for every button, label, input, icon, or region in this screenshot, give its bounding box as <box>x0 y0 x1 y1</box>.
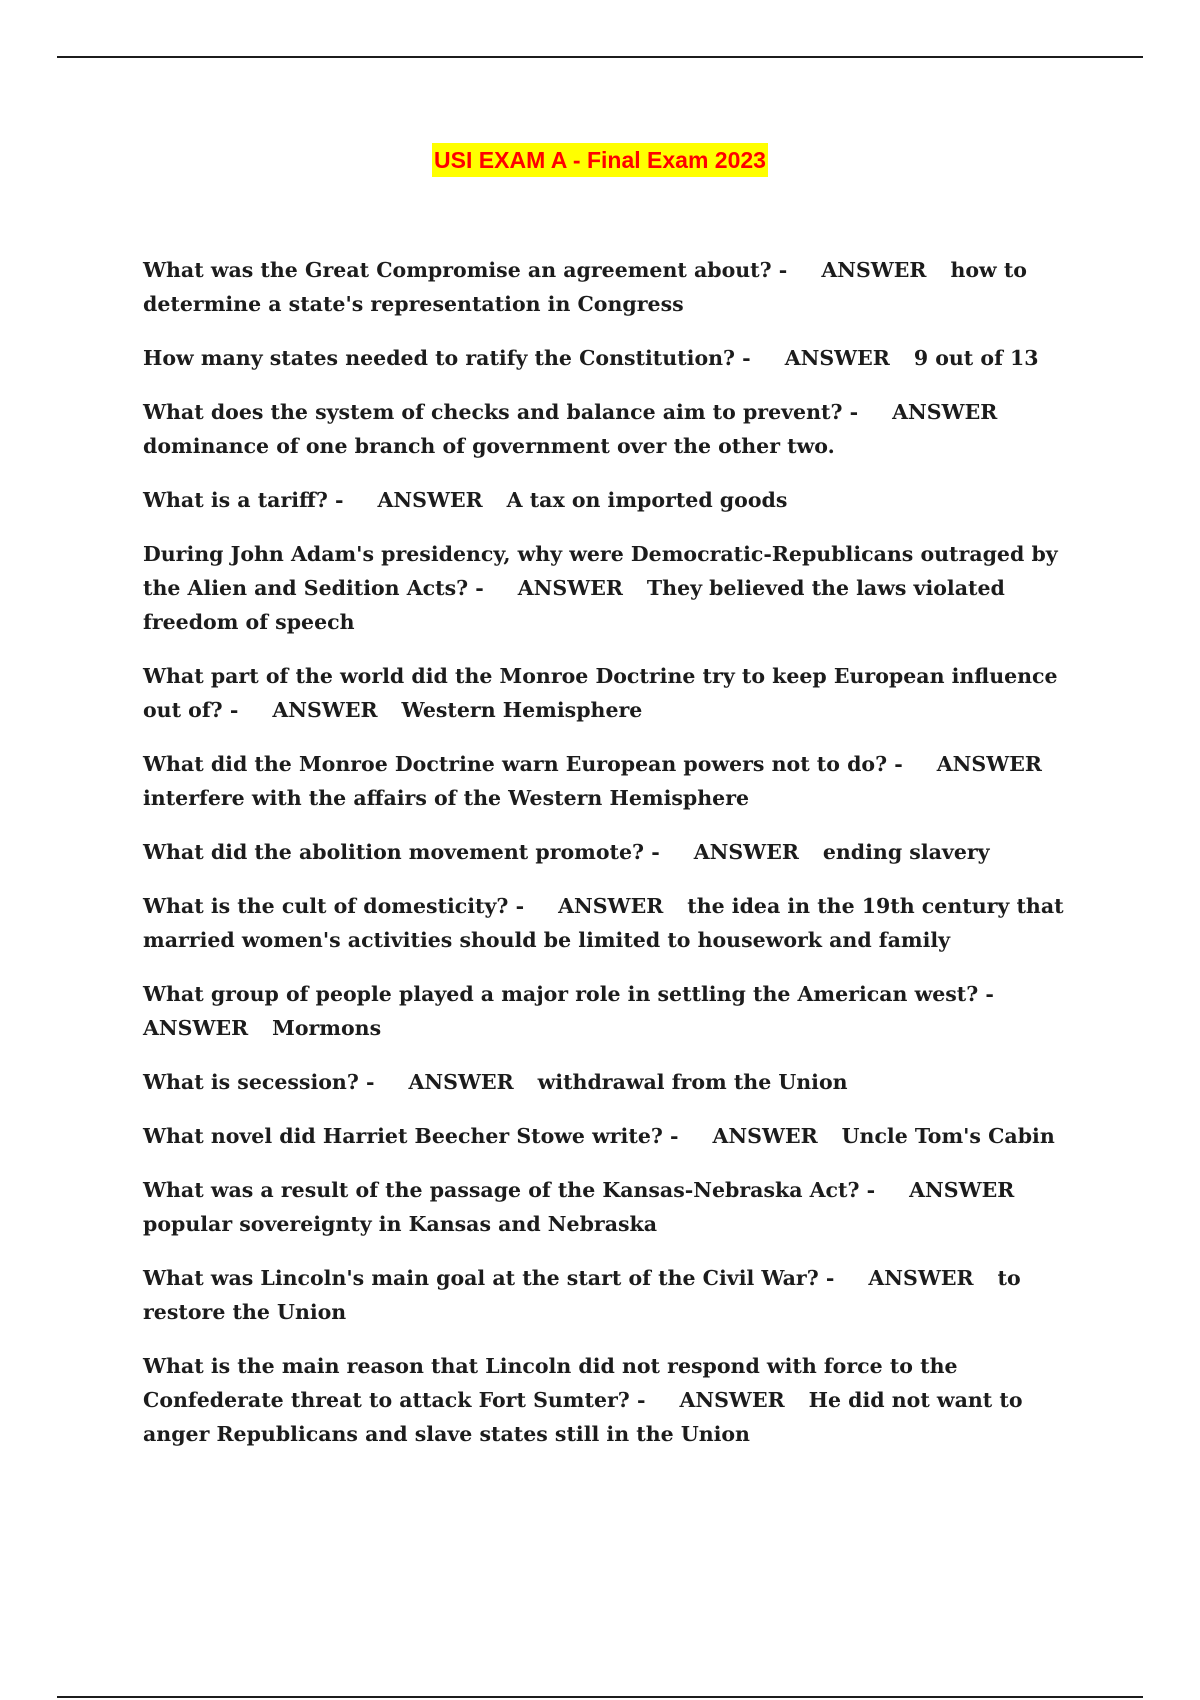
answer-label: ANSWER <box>868 1266 974 1290</box>
qa-item <box>143 977 1083 1045</box>
answer-label: ANSWER <box>558 894 664 918</box>
answer-label: ANSWER <box>693 840 799 864</box>
answer-label: ANSWER <box>784 346 890 370</box>
question-text: What is a tariff? - <box>143 488 344 512</box>
qa-item <box>143 253 1083 321</box>
question-text: What did the abolition movement promote? - <box>143 840 660 864</box>
answer-text: Mormons <box>272 1016 382 1040</box>
answer-text: popular sovereignty in Kansas and Nebraska <box>143 1212 658 1236</box>
question-text: During John Adam's presidency, why were Democratic-Republicans outraged by the Alien and Sedition Acts? - <box>143 542 1058 600</box>
qa-item <box>143 1349 1083 1451</box>
answer-label: ANSWER <box>517 576 623 600</box>
qa-item <box>143 835 1083 869</box>
question-text: How many states needed to ratify the Constitution? - <box>143 346 751 370</box>
answer-label: ANSWER <box>892 400 998 424</box>
answer-label: ANSWER <box>821 258 927 282</box>
page-title: USI EXAM A - Final Exam 2023 <box>432 143 768 177</box>
answer-text: how to determine a state's representation in Congress <box>143 258 1027 316</box>
qa-item <box>143 1119 1083 1153</box>
qa-item <box>143 483 1083 517</box>
question-text: What is the main reason that Lincoln did not respond with force to the Confederate threat to attack Fort Sumter? - <box>143 1354 958 1412</box>
qa-item <box>143 1065 1083 1099</box>
qa-item <box>143 747 1083 815</box>
qa-item <box>143 1261 1083 1329</box>
question-text: What group of people played a major role in settling the American west? - <box>143 982 994 1006</box>
top-rule <box>57 56 1143 58</box>
answer-text: ending slavery <box>822 840 990 864</box>
question-text: What novel did Harriet Beecher Stowe write? - <box>143 1124 679 1148</box>
qa-item <box>143 1173 1083 1241</box>
qa-item <box>143 537 1083 639</box>
bottom-rule <box>57 1696 1143 1698</box>
answer-label: ANSWER <box>377 488 483 512</box>
qa-list <box>143 253 1083 1471</box>
question-text: What was the Great Compromise an agreement about? - <box>143 258 788 282</box>
answer-text: 9 out of 13 <box>913 346 1039 370</box>
question-text: What is secession? - <box>143 1070 375 1094</box>
qa-item <box>143 659 1083 727</box>
answer-text: Western Hemisphere <box>401 698 643 722</box>
qa-item <box>143 341 1083 375</box>
answer-text: interfere with the affairs of the Western Hemisphere <box>143 786 750 810</box>
qa-item <box>143 889 1083 957</box>
question-text: What part of the world did the Monroe Doctrine try to keep European influence out of? - <box>143 664 1058 722</box>
question-text: What was a result of the passage of the Kansas-Nebraska Act? - <box>143 1178 876 1202</box>
answer-label: ANSWER <box>936 752 1042 776</box>
answer-text: A tax on imported goods <box>506 488 788 512</box>
question-text: What was Lincoln's main goal at the start of the Civil War? - <box>143 1266 835 1290</box>
answer-label: ANSWER <box>679 1388 785 1412</box>
answer-text: to restore the Union <box>143 1266 1021 1324</box>
answer-label: ANSWER <box>909 1178 1015 1202</box>
answer-text: dominance of one branch of government over the other two. <box>143 434 835 458</box>
answer-label: ANSWER <box>712 1124 818 1148</box>
question-text: What is the cult of domesticity? - <box>143 894 525 918</box>
answer-label: ANSWER <box>143 1016 249 1040</box>
answer-text: He did not want to anger Republicans and slave states still in the Union <box>143 1388 1023 1446</box>
qa-item <box>143 395 1083 463</box>
answer-text: withdrawal from the Union <box>537 1070 848 1094</box>
answer-label: ANSWER <box>408 1070 514 1094</box>
question-text: What does the system of checks and balance aim to prevent? - <box>143 400 859 424</box>
answer-text: They believed the laws violated freedom of speech <box>143 576 1005 634</box>
answer-label: ANSWER <box>272 698 378 722</box>
question-text: What did the Monroe Doctrine warn European powers not to do? - <box>143 752 903 776</box>
answer-text: Uncle Tom's Cabin <box>841 1124 1055 1148</box>
answer-text: the idea in the 19th century that married women's activities should be limited to housework and family <box>143 894 1064 952</box>
title-container <box>0 143 1200 177</box>
